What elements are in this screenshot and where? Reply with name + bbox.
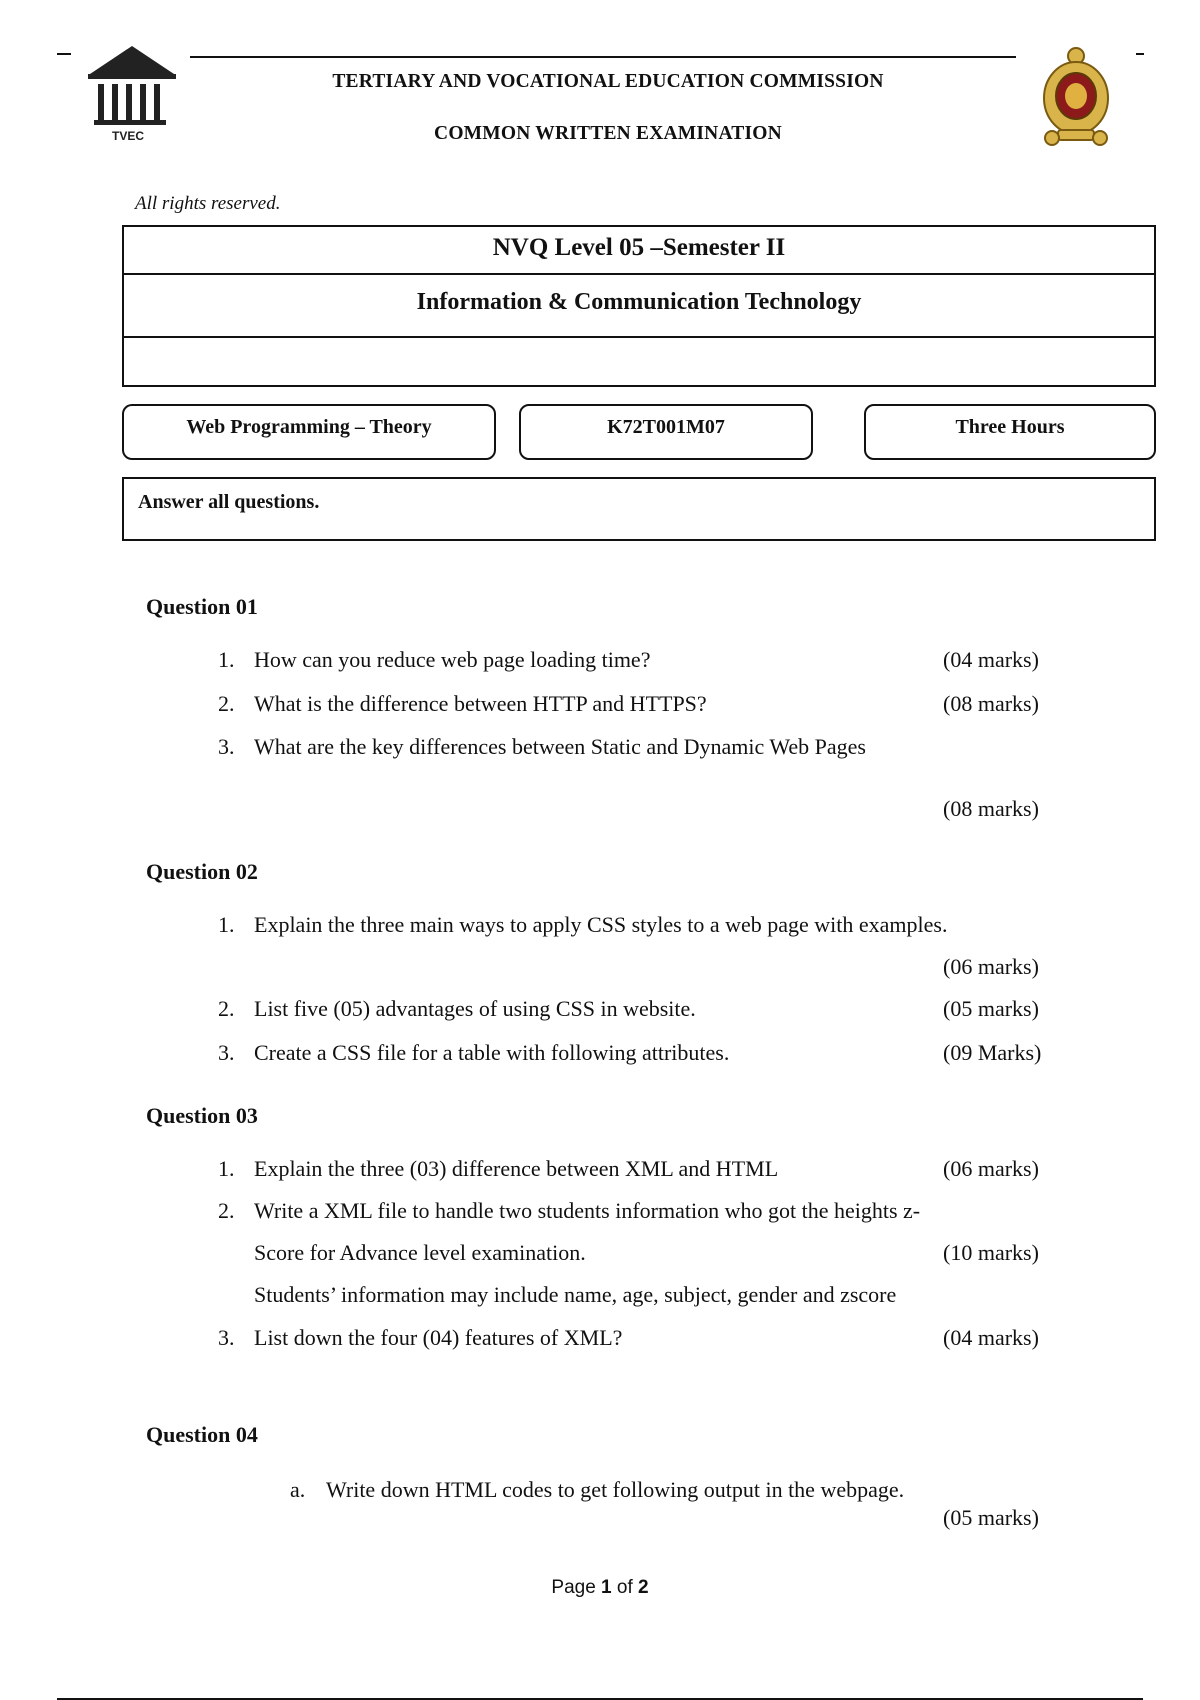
course-info-box [122, 225, 1156, 387]
question-title: Question 03 [146, 1103, 258, 1128]
question-marks: (08 marks) [943, 796, 1039, 821]
question-marks: (05 marks) [943, 1505, 1039, 1530]
question-text: How can you reduce web page loading time? [254, 647, 651, 672]
header-dash-left [57, 53, 71, 55]
page-prefix: Page [551, 1577, 602, 1598]
header-dash-right [1136, 53, 1144, 55]
question-marks: (05 marks) [943, 996, 1039, 1021]
question-marks: (06 marks) [943, 1156, 1039, 1181]
question-marks: (04 marks) [943, 1325, 1039, 1350]
question-marks: (06 marks) [943, 954, 1039, 979]
item-number: 1. [218, 647, 235, 672]
question-title: Question 04 [146, 1422, 258, 1447]
exam-name: COMMON WRITTEN EXAMINATION [434, 123, 782, 144]
question-marks: (04 marks) [943, 647, 1039, 672]
item-number: 1. [218, 912, 235, 937]
question-text: Explain the three (03) difference between XML and HTML [254, 1156, 779, 1181]
tvec-logo-text: TVEC [111, 129, 145, 143]
question-title: Question 02 [146, 859, 258, 884]
question-text: What are the key differences between Static and Dynamic Web Pages [254, 734, 866, 759]
tvec-logo [84, 44, 180, 144]
rights-notice: All rights reserved. [135, 193, 281, 214]
header-rule [190, 56, 1016, 58]
module-name: Web Programming – Theory [122, 404, 496, 460]
question-marks: (08 marks) [943, 691, 1039, 716]
module-code: K72T001M07 [519, 404, 813, 460]
question-marks: (10 marks) [943, 1240, 1039, 1265]
question-text: List down the four (04) features of XML? [254, 1325, 623, 1350]
org-name: TERTIARY AND VOCATIONAL EDUCATION COMMISSION [332, 71, 884, 92]
question-text: Explain the three main ways to apply CSS styles to a web page with examples. [254, 912, 948, 937]
item-number: 2. [218, 1198, 235, 1223]
item-number: 3. [218, 1325, 235, 1350]
page-current: 1 [601, 1577, 612, 1598]
question-text: Write a XML file to handle two students information who got the heights z- [254, 1198, 921, 1223]
course-box-divider [124, 336, 1154, 338]
item-number: 3. [218, 734, 235, 759]
item-number: a. [290, 1477, 306, 1502]
page-of: of [611, 1577, 639, 1598]
question-text: What is the difference between HTTP and HTTPS? [254, 691, 707, 716]
instruction-box [122, 477, 1156, 541]
page-total: 2 [638, 1577, 649, 1598]
exam-duration: Three Hours [864, 404, 1156, 460]
question-text: List five (05) advantages of using CSS in website. [254, 996, 696, 1021]
course-level: NVQ Level 05 –Semester II [492, 234, 786, 261]
item-number: 2. [218, 996, 235, 1021]
question-text: Write down HTML codes to get following output in the webpage. [326, 1477, 905, 1502]
course-box-divider [124, 273, 1154, 275]
item-number: 1. [218, 1156, 235, 1181]
question-text-continued: Score for Advance level examination. [254, 1240, 586, 1265]
page-number [0, 1577, 1200, 1599]
question-text: Create a CSS file for a table with following attributes. [254, 1040, 730, 1065]
item-number: 3. [218, 1040, 235, 1065]
question-marks: (09 Marks) [943, 1040, 1042, 1065]
item-number: 2. [218, 691, 235, 716]
national-emblem [1040, 46, 1112, 148]
question-title: Question 01 [146, 594, 258, 619]
course-field: Information & Communication Technology [416, 289, 862, 315]
question-note: Students’ information may include name, age, subject, gender and zscore [254, 1282, 897, 1307]
instruction-text: Answer all questions. [138, 491, 320, 513]
